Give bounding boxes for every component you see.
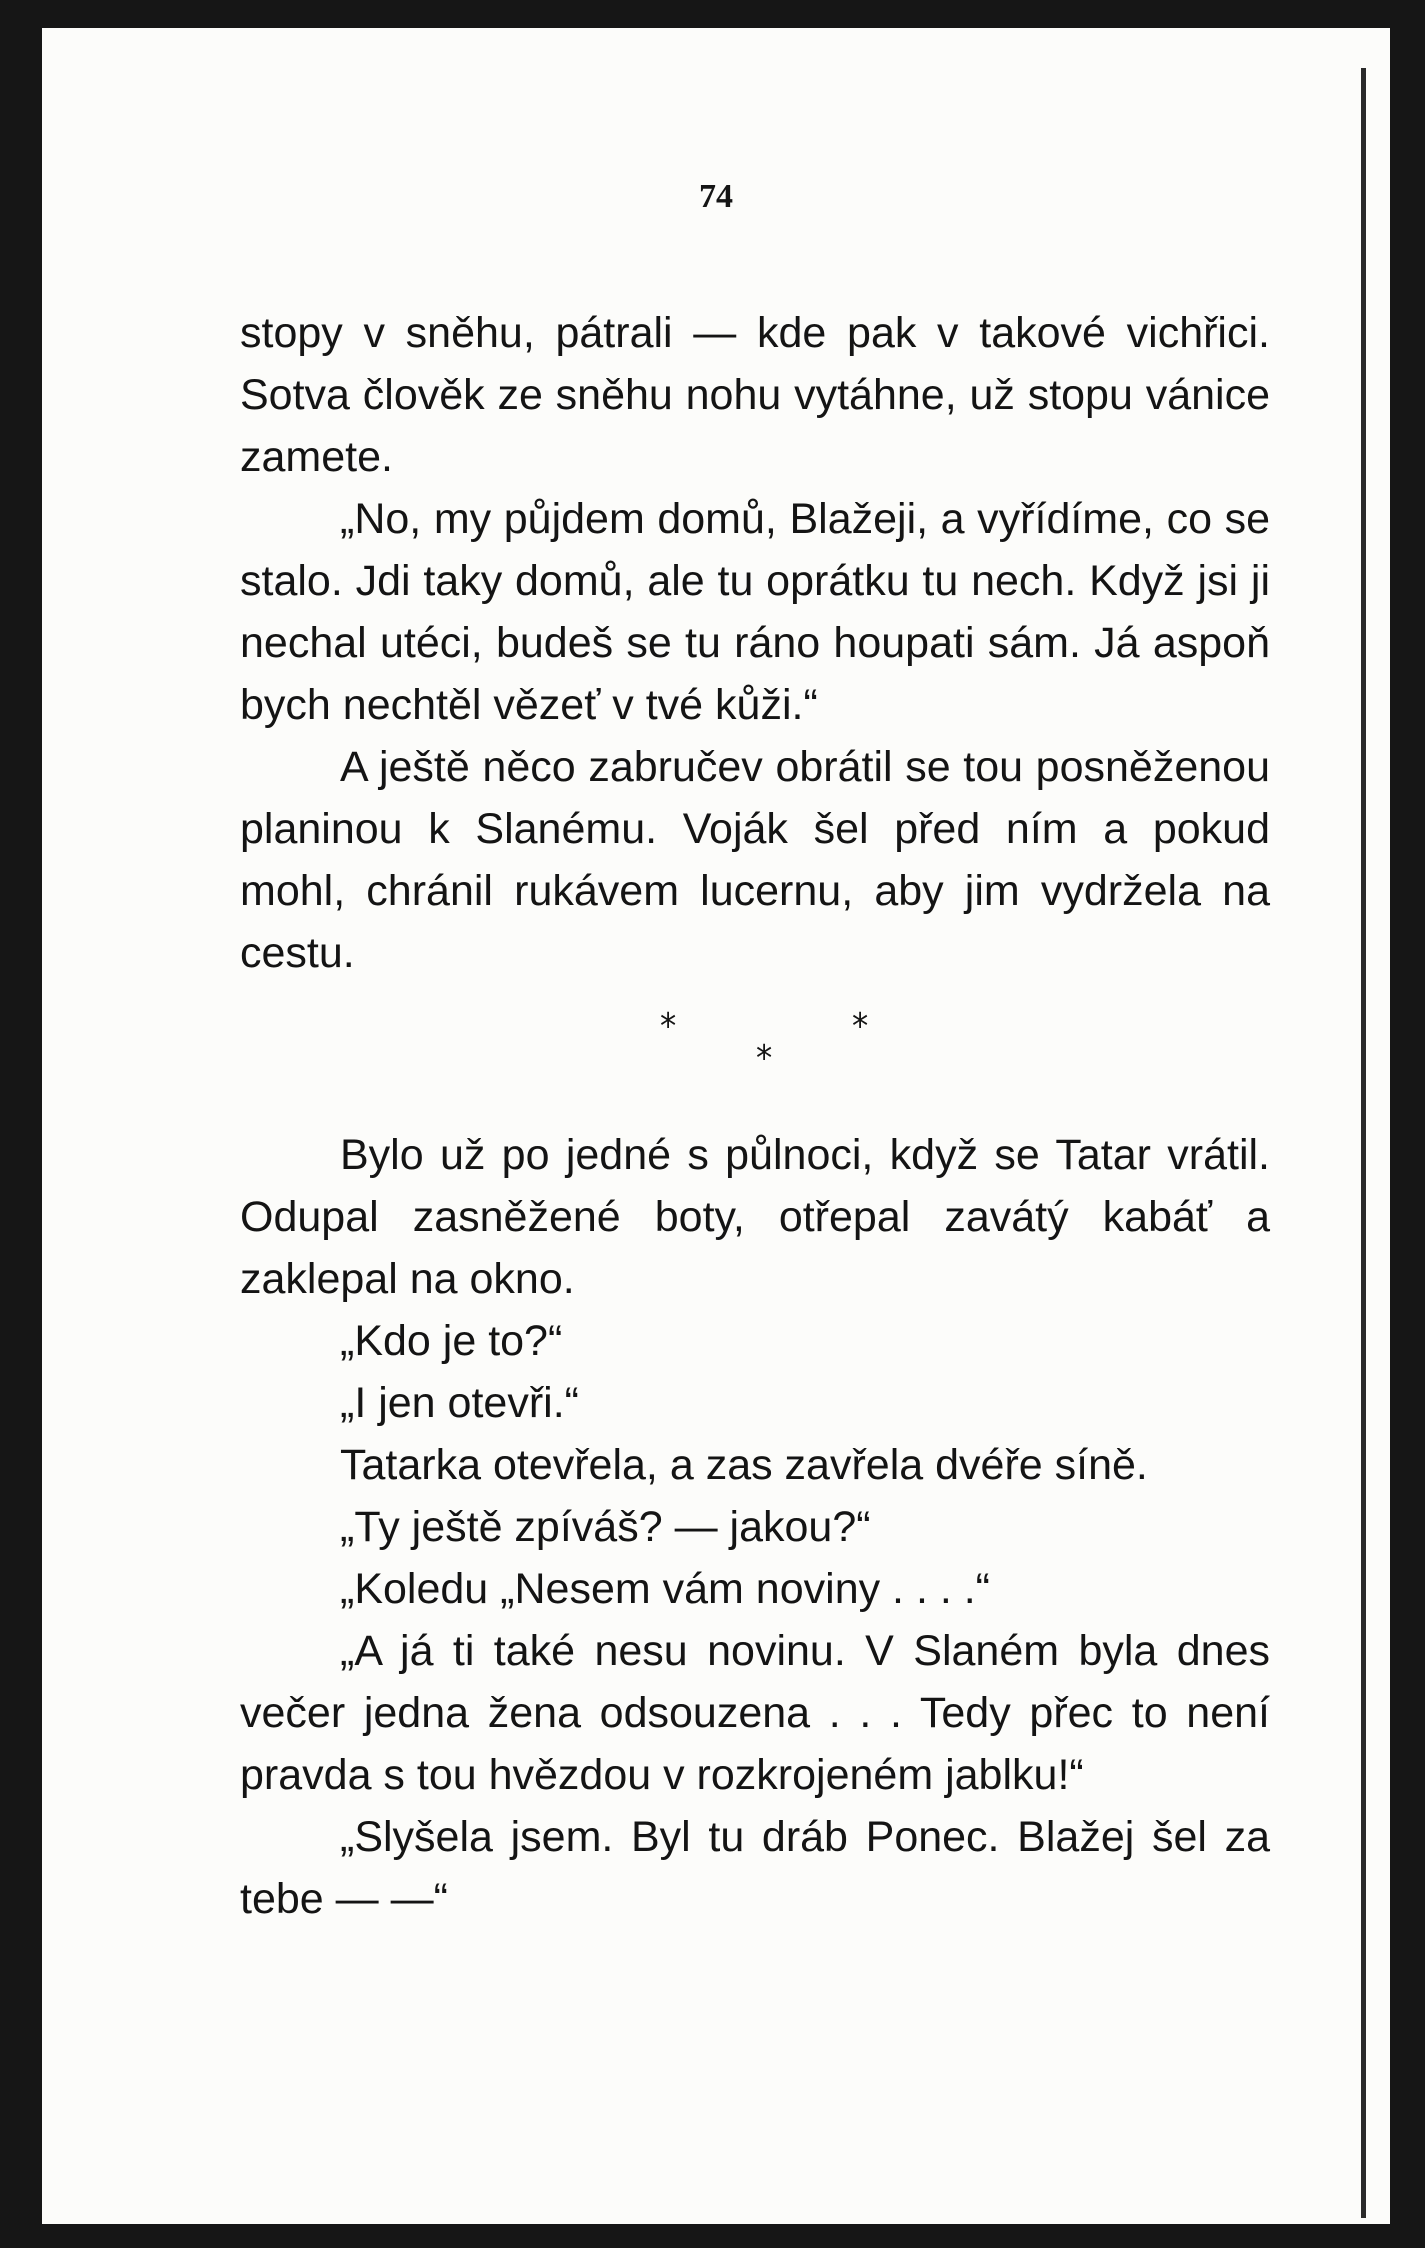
- page-number: 74: [699, 178, 733, 215]
- paragraph: stopy v sněhu, pátrali — kde pak v takové vichřici. Sotva člověk ze sněhu nohu vytáhne, už stopu vánice zamete.: [240, 309, 1270, 481]
- paragraph: A ještě něco zabručev obrátil se tou posněženou planinou k Slanému. Voják šel před ním a pokud mohl, chránil rukávem lucernu, aby jim vydržela na cestu.: [240, 743, 1270, 977]
- paragraph: „Ty ještě zpíváš? — jakou?“: [340, 1503, 871, 1551]
- section-separator: [240, 984, 1270, 1124]
- paragraph: Bylo už po jedné s půlnoci, když se Tatar vrátil. Odupal zasněžené boty, otřepal zavátý kabáť a zaklepal na okno.: [240, 1131, 1270, 1303]
- separator-star: *: [660, 1006, 677, 1047]
- paragraph: „Slyšela jsem. Byl tu dráb Ponec. Blažej šel za tebe — —“: [240, 1813, 1270, 1923]
- page-edge-shadow: [1361, 68, 1366, 2218]
- paragraph: „Koledu „Nesem vám noviny . . . .“: [340, 1565, 990, 1613]
- paragraph: „No, my půjdem domů, Blažeji, a vyřídíme, co se stalo. Jdi taky domů, ale tu oprátku tu nech. Když jsi ji nechal utéci, budeš se tu ráno houpati sám. Já aspoň bych nechtěl vězeť v tvé kůži.“: [240, 495, 1270, 729]
- book-page: [42, 28, 1390, 2224]
- paragraph: Tatarka otevřela, a zas zavřela dvéře síně.: [340, 1441, 1148, 1489]
- paragraph: „I jen otevři.“: [340, 1379, 579, 1427]
- paragraph: „A já ti také nesu novinu. V Slaném byla dnes večer jedna žena odsouzena . . . Tedy přec to není pravda s tou hvězdou v rozkrojeném jablku!“: [240, 1627, 1270, 1799]
- separator-star: *: [852, 1006, 869, 1047]
- paragraph: „Kdo je to?“: [340, 1317, 563, 1365]
- separator-star: *: [756, 1038, 773, 1079]
- body-text: [240, 302, 1270, 1930]
